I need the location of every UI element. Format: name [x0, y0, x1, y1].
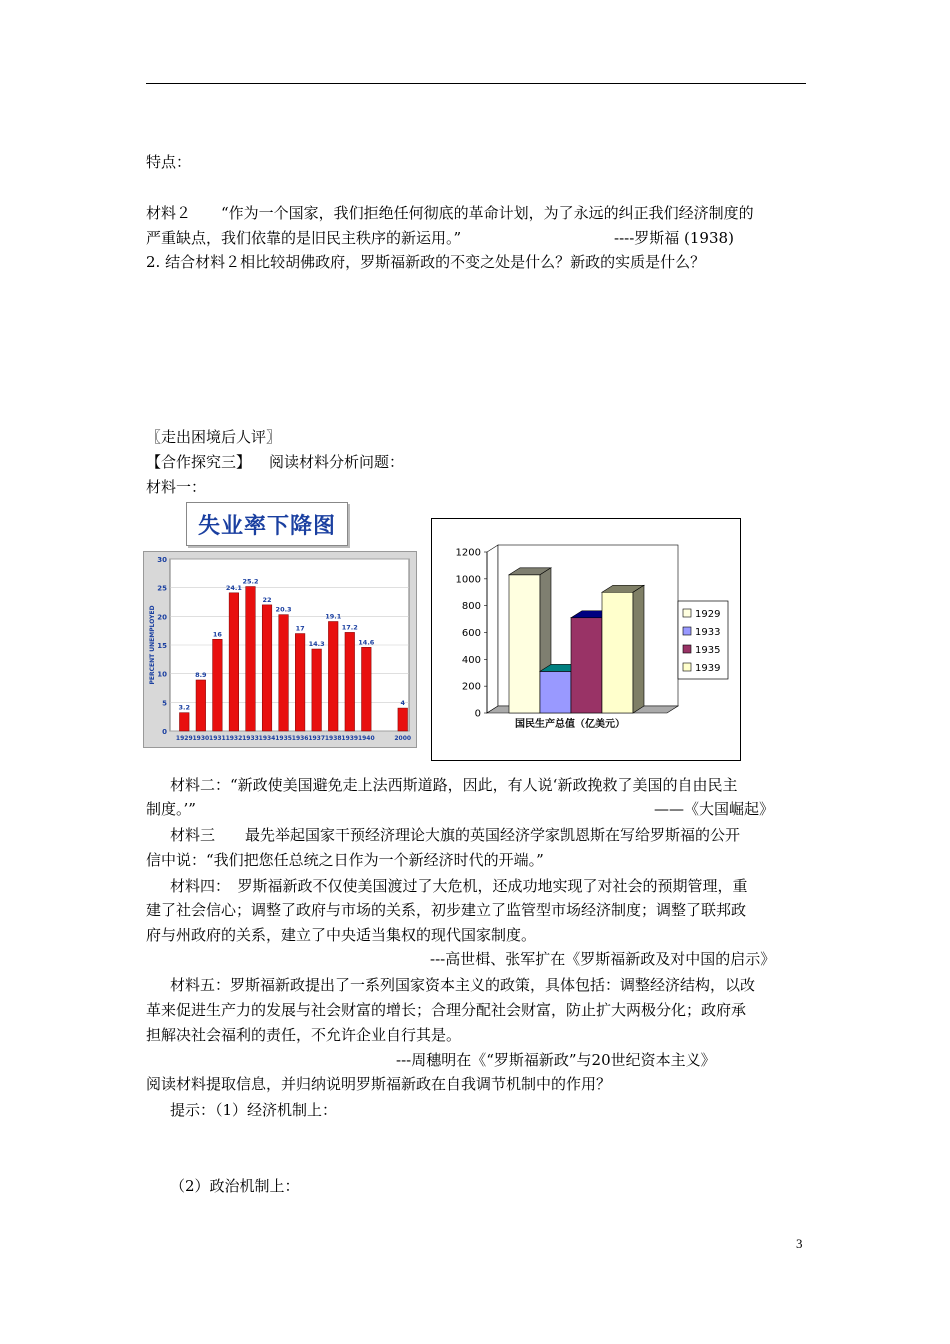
bar: [312, 649, 322, 731]
y-axis-label: PERCENT UNEMPLOYED: [149, 605, 156, 685]
bar: [262, 605, 272, 731]
data-label: 24.1: [225, 583, 242, 592]
y-tick-label: 20: [157, 613, 167, 622]
material3-line2: 信中说：“我们把您任总统之日作为一个新经济时代的开端。”: [146, 851, 544, 869]
section-title: 〖走出困境后人评〗: [146, 428, 282, 446]
data-label: 16: [212, 630, 222, 639]
y-tick-label: 0: [162, 728, 167, 736]
material3-line1: 材料三 最先举起国家干预经济理论大旗的英国经济学家凯恩斯在写给罗斯福的公开: [170, 826, 741, 844]
hint-economic: 提示：（1）经济机制上：: [170, 1101, 338, 1119]
heading-cooperative-inquiry: [146, 452, 404, 472]
gnp-chart: [432, 519, 738, 758]
unemployment-chart-title: 失业率下降图: [197, 513, 336, 539]
heading-instruction: 阅读材料分析问题：: [269, 453, 405, 471]
bar: [179, 713, 189, 731]
material4-line2: 建了社会信心；调整了政府与市场的关系，初步建立了监管型市场经济制度；调整了联邦政: [146, 901, 747, 919]
x-tick-label: 1938: [324, 735, 342, 742]
legend-swatch: [683, 609, 691, 617]
x-tick-label: 1940: [357, 735, 375, 742]
question-3: 阅读材料提取信息，并归纳说明罗斯福新政在自我调节机制中的作用？: [146, 1075, 612, 1093]
unemployment-chart: [143, 551, 417, 748]
side-wall: [487, 545, 498, 713]
page-number: 3: [796, 1236, 803, 1251]
material5-line1: 材料五：罗斯福新政提出了一系列国家资本主义的政策，具体包括：调整经济结构，以改: [170, 976, 756, 994]
header-rule: [146, 83, 806, 84]
bar: [540, 671, 571, 713]
bar: [295, 634, 305, 731]
data-label: 14.3: [308, 640, 325, 649]
y-tick-label: 15: [157, 642, 167, 650]
unemployment-chart-title-box: [186, 502, 348, 546]
bar: [345, 632, 355, 731]
data-label: 3.2: [178, 703, 191, 712]
y-tick-label: 600: [461, 628, 481, 639]
x-tick-label: 1934: [258, 735, 276, 742]
bar: [229, 593, 239, 731]
data-label: 19.1: [325, 612, 342, 621]
material-er-line2: 制度。’”: [146, 800, 196, 818]
data-label: 14.6: [358, 638, 375, 647]
hint-political: （2）政治机制上：: [170, 1177, 300, 1195]
data-label: 17: [295, 624, 305, 633]
y-tick-label: 25: [157, 584, 167, 593]
bar-side: [633, 585, 644, 713]
bar: [398, 708, 408, 731]
bar: [362, 647, 372, 731]
x-tick-label: 1936: [291, 735, 309, 742]
bar: [328, 621, 338, 731]
bar: [509, 575, 540, 713]
bar: [602, 592, 633, 713]
material4-source: ---高世楫、张军扩在《罗斯福新政及对中国的启示》: [430, 950, 776, 968]
legend-label: 1935: [695, 645, 721, 656]
material-er-line1: 材料二：“新政使美国避免走上法西斯道路，因此，有人说‘新政挽救了美国的自由民主: [170, 776, 738, 794]
material2-source: ----罗斯福 (1938): [614, 229, 734, 247]
bar: [213, 639, 223, 731]
material5-line3: 担解决社会福利的责任，不允许企业自行其是。: [146, 1026, 462, 1044]
y-tick-label: 400: [461, 654, 481, 666]
y-tick-label: 1000: [455, 574, 481, 586]
x-tick-label: 1931: [209, 735, 226, 742]
label-tedian: 特点：: [146, 153, 192, 171]
material2-line1: 材料２ “作为一个国家，我们拒绝任何彻底的革命计划，为了永远的纠正我们经济制度的: [146, 204, 754, 222]
legend-swatch: [683, 627, 691, 635]
x-tick-label: 1937: [308, 735, 326, 742]
bar: [571, 618, 602, 713]
data-label: 8.9: [195, 670, 207, 679]
x-tick-label: 1930: [192, 735, 210, 742]
heading-bracket: 【合作探究三】: [146, 453, 252, 471]
x-tick-label: 1933: [242, 735, 259, 742]
y-tick-label: 30: [157, 556, 167, 564]
y-tick-label: 800: [461, 601, 481, 613]
data-label: 25.2: [242, 577, 259, 586]
legend-label: 1933: [695, 627, 721, 638]
x-tick-label: 1939: [341, 735, 359, 742]
y-tick-label: 1200: [455, 547, 481, 559]
data-label: 22: [262, 595, 272, 604]
y-tick-label: 200: [461, 681, 481, 693]
data-label: 4: [400, 699, 405, 708]
x-tick-label: 2000: [394, 735, 412, 742]
data-label: 17.2: [341, 623, 358, 632]
material4-line1: 材料四： 罗斯福新政不仅使美国渡过了大危机，还成功地实现了对社会的预期管理，重: [170, 877, 748, 895]
y-tick-label: 10: [157, 670, 167, 679]
legend-label: 1939: [695, 663, 721, 674]
question-2: 2. 结合材料２相比较胡佛政府，罗斯福新政的不变之处是什么？新政的实质是什么？: [146, 253, 706, 271]
x-tick-label: 1929: [175, 735, 193, 742]
bar: [196, 680, 206, 731]
data-label: 20.3: [275, 605, 292, 614]
material-er-source: ——《大国崛起》: [654, 800, 775, 818]
x-tick-label: 1932: [225, 735, 243, 742]
bar: [246, 587, 256, 731]
material1-label: 材料一：: [146, 478, 207, 496]
legend-label: 1929: [695, 609, 721, 620]
material5-source: ---周穗明在《“罗斯福新政”与20世纪资本主义》: [396, 1051, 716, 1069]
material4-line3: 府与州政府的关系，建立了中央适当集权的现代国家制度。: [146, 926, 537, 944]
x-axis-label: 国民生产总值（亿美元）: [515, 719, 625, 730]
legend-swatch: [683, 663, 691, 671]
y-tick-label: 5: [162, 699, 167, 708]
legend-swatch: [683, 645, 691, 653]
x-tick-label: 1935: [275, 735, 292, 742]
material5-line2: 革来促进生产力的发展与社会财富的增长；合理分配社会财富，防止扩大两极分化；政府承: [146, 1001, 747, 1019]
material2-line2: 严重缺点，我们依靠的是旧民主秩序的新运用。”: [146, 229, 462, 247]
bar: [279, 615, 289, 731]
y-tick-label: 0: [474, 708, 481, 720]
